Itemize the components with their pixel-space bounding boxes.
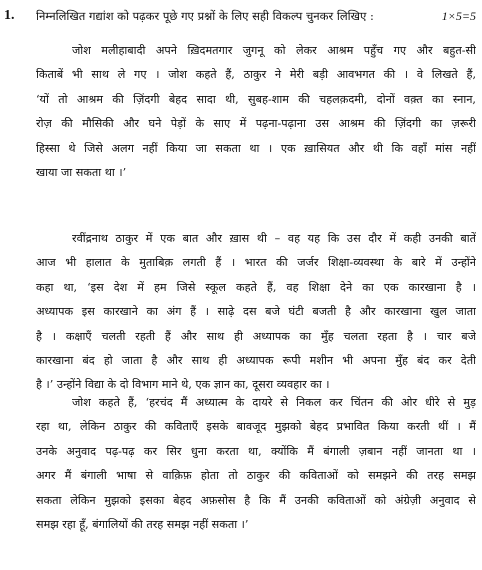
passage-line: जोश मलीहाबादी अपने ख़िदमतगार जुगनू को लेकर आश्रम पहुँच गए और बहुत-सी xyxy=(72,44,476,57)
passage-line: अगर मैं बंगाली भाषा से वाक़िफ़ होता तो ठाकुर की कविताओं को समझने की तरह समझ xyxy=(36,469,476,483)
passage-line: कहा था, ‘इस देश में हम जिसे स्कूल कहते हैं, वह शिक्षा देने का एक कारखाना है । xyxy=(36,280,476,294)
passage-paragraph-2 xyxy=(36,227,476,398)
question-instruction: निम्नलिखित गद्यांश को पढ़कर पूछे गए प्रश्नों के लिए सही विकल्प चुनकर लिखिए : xyxy=(36,9,374,23)
passage-paragraph-1 xyxy=(36,39,476,185)
passage-line: आज भी हालात के मुताबिक़ लगती हैं । भारत की जर्जर शिक्षा-व्यवस्था के बारे में उन्होंने xyxy=(36,256,476,270)
passage-line: समझ रहा हूँ, बंगालियों की तरह समझ नहीं सकता ।’ xyxy=(36,517,249,531)
passage-paragraph-3 xyxy=(36,391,476,537)
passage-line: अध्यापक इस कारखाने का अंग हैं । साढ़े दस बजे घंटी बजती है और कारखाना खुल जाता xyxy=(36,305,476,319)
passage-line: उनके अनुवाद पढ़-पढ़ कर सिर धुना करता था, क्योंकि मैं बंगाली ज़बान नहीं जानता था । xyxy=(36,444,476,458)
passage-line: रहा था, लेकिन ठाकुर की कविताएँ इसके बावजूद मुझको बेहद प्रभावित किया करती थीं । मैं xyxy=(36,420,476,434)
passage-line: है ।’ उन्होंने विद्या के दो विभाग माने थे, एक ज्ञान का, दूसरा व्यवहार का । xyxy=(36,378,330,392)
passage-line: खाया जा सकता था ।’ xyxy=(36,165,127,179)
passage-line: जोश कहते हैं, ‘हरचंद मैं अध्यात्म के दायरे से निकल कर चिंतन की ओर धीरे से मुड़ xyxy=(72,396,476,409)
passage-line: रवींद्रनाथ ठाकुर में एक बात और ख़ास थी – वह यह कि उस दौर में कही उनकी बातें xyxy=(72,232,476,245)
passage-line: रोज़ की मौसिकी और घने पेड़ों के साए में पढ़ना-पढ़ाना उस आश्रम की ज़िंदगी का ज़रूरी xyxy=(36,117,476,131)
passage-line: ‘यों तो आश्रम की ज़िंदगी बेहद सादा थी, सुबह-शाम की चहलक़दमी, दोनों वक़्त का स्नान, xyxy=(36,92,476,106)
question-number: 1. xyxy=(4,8,15,23)
passage-line: सकता लेकिन मुझको इसका बेहद अफ़सोस है कि मैं उनकी कविताओं को अंग्रेज़ी अनुवाद से xyxy=(36,493,476,507)
passage-line: किताबें भी साथ ले गए । जोश कहते हैं, ठाकुर ने मेरी बड़ी आवभगत की । वे लिखते हैं, xyxy=(36,68,476,82)
marks-allocation: 1×5=5 xyxy=(441,9,476,23)
passage-line: है । कक्षाएँ चलती रहती हैं और साथ ही अध्यापक का मुँह चलता रहता है । चार बजे xyxy=(36,329,476,343)
passage-line: कारखाना बंद हो जाता है और साथ ही अध्यापक रूपी मशीन भी अपना मुँह बंद कर देती xyxy=(36,353,476,367)
passage-line: हिस्सा थे जिसे अलग नहीं किया जा सकता था । एक ख़ासियत और थी कि वहाँ मांस नहीं xyxy=(36,141,476,155)
